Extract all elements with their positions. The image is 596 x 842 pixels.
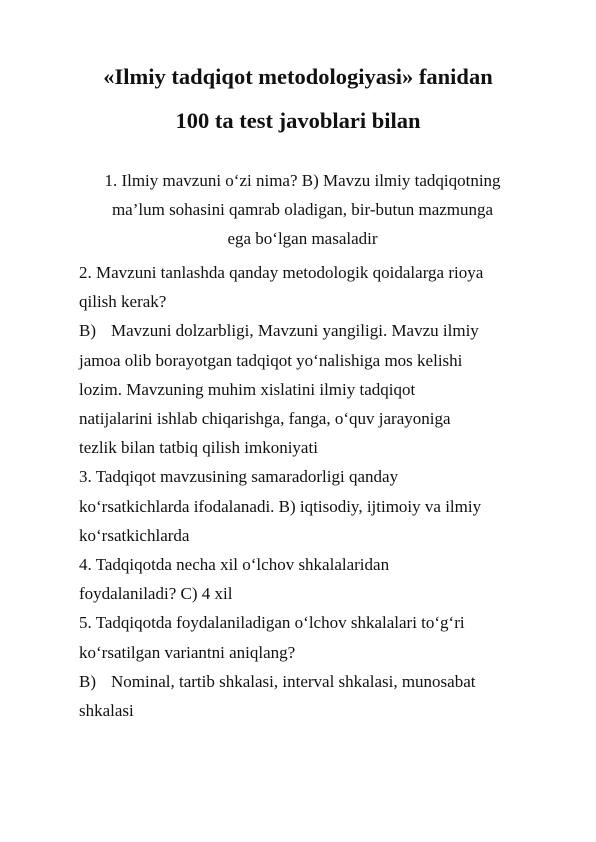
question-4-line: foydalaniladi? C) 4 xil [79,584,233,604]
page-subtitle: 100 ta test javoblari bilan [175,108,421,133]
question-2-line: lozim. Mavzuning muhim xislatini ilmiy tadqiqot [79,379,416,399]
answer-letter: B) [79,671,96,691]
question-1 [70,166,535,253]
question-1-line: 1. Ilmiy mavzuni o‘zi nima? B) Mavzu ilmiy tadqiqotning [104,171,501,190]
question-5-line: shkalasi [79,701,134,721]
question-2-line: tezlik bilan tatbiq qilish imkoniyati [79,438,318,458]
answer-letter: B) [79,321,96,341]
question-4-line: 4. Tadqiqotda necha xil o‘lchov shkalalaridan [79,555,390,575]
page-title: «Ilmiy tadqiqot metodologiyasi» fanidan [103,64,493,89]
answer-text: Nominal, tartib shkalasi, interval shkalasi, munosabat [111,671,476,691]
question-3 [79,462,539,550]
question-2-line: qilish kerak? [79,292,167,312]
question-2-answer [79,316,539,345]
question-1-line: ega bo‘lgan masaladir [227,229,378,248]
question-2-line: 2. Mavzuni tanlashda qanday metodologik qoidalarga rioya [79,263,484,282]
question-1-line: ma’lum sohasini qamrab oladigan, bir-butun mazmunga [111,200,494,219]
question-2-line: natijalarini ishlab chiqarishga, fanga, o‘quv jarayoniga [79,409,451,429]
question-5 [79,608,539,725]
question-4 [79,550,539,608]
question-3-line: 3. Tadqiqot mavzusining samaradorligi qanday [79,467,399,487]
question-5-line: ko‘rsatilgan variantni aniqlang? [79,642,296,662]
answer-text: Mavzuni dolzarbligi, Mavzuni yangiligi. Mavzu ilmiy [111,321,479,341]
questions-body [79,258,539,725]
question-2 [79,258,539,462]
question-2-line: jamoa olib borayotgan tadqiqot yo‘nalishiga mos kelishi [79,350,463,370]
question-3-line: ko‘rsatkichlarda [79,525,190,545]
question-5-line: 5. Tadqiqotda foydalaniladigan o‘lchov shkalalari to‘g‘ri [79,613,465,633]
question-3-line: ko‘rsatkichlarda ifodalanadi. B) iqtisodiy, ijtimoiy va ilmiy [79,496,482,516]
question-5-answer [79,667,539,696]
